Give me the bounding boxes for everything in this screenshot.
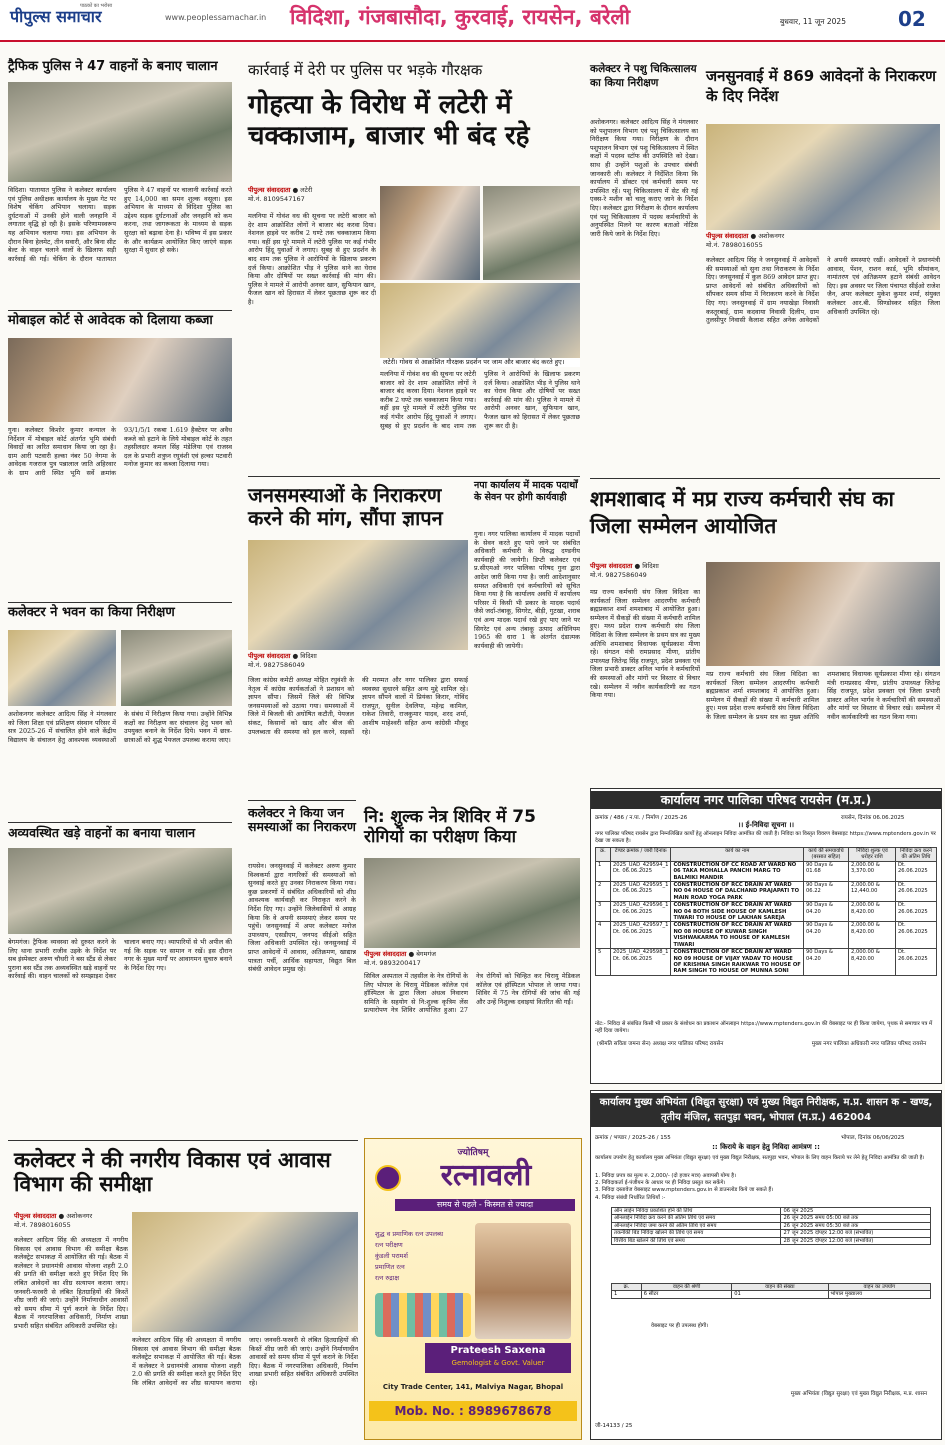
gems-strip bbox=[375, 1293, 471, 1337]
table-row bbox=[596, 902, 937, 922]
table-cell: 2025_UAD_429595_1 Dt. 06.06.2025 bbox=[611, 882, 671, 902]
header-cell: वाहन की श्रेणी bbox=[641, 1284, 731, 1291]
website-link[interactable]: www.peoplessamachar.in bbox=[165, 13, 267, 22]
ad-mobile[interactable]: Mob. No. : 8989678678 bbox=[369, 1401, 577, 1421]
tender-bhopal-sign: मुख्य अभियंता (विद्युत सुरक्षा) एवं मुख्य विद्युत निरीक्षक, म.प्र. शासन bbox=[790, 1391, 928, 1397]
byline-mobile: मो.नं. 9827586049 bbox=[248, 661, 305, 669]
masthead bbox=[0, 0, 945, 42]
tender-bhopal-ref-left: क्रमांक / भण्डार / 2025-26 / 155 bbox=[595, 1135, 671, 1141]
karmchari-byline: पीपुल्स संवाददाता ● विदिशा मो.नं. 9827586049 bbox=[590, 562, 659, 579]
gauraksha-photo-1 bbox=[380, 186, 480, 280]
table-cell: Dt. 26.06.2025 bbox=[896, 902, 937, 922]
byline-place: अशोकनगर bbox=[66, 1212, 93, 1220]
divider bbox=[8, 822, 232, 823]
tender-raisen bbox=[590, 788, 942, 1084]
nagariya-byline: पीपुल्स संवाददाता ● अशोकनगर मो.नं. 7898016055 bbox=[14, 1212, 93, 1229]
divider bbox=[8, 1140, 358, 1141]
table-cell: 4 bbox=[596, 922, 611, 949]
condition-item: 1. निविदा प्रपत्र का मूल्य रु. 2,000/- (दो हजार मात्र) अवापसी योग्य है। bbox=[595, 1173, 737, 1179]
region-title: विदिशा, गंजबासौदा, कुरवाई, रायसेन, बरेली bbox=[290, 5, 631, 29]
issue-date: बुधवार, 11 जून 2025 bbox=[780, 17, 846, 26]
byline-place: विदिशा bbox=[300, 652, 317, 660]
table-cell: 27 जून 2025 दोपहर 12:00 बजे (संभावित) bbox=[781, 1230, 931, 1237]
byline-mobile: मो.नं. 9827586049 bbox=[590, 571, 647, 579]
traffic-headline: ट्रैफिक पुलिस ने 47 वाहनों के बनाए चालान bbox=[8, 59, 218, 74]
table-cell: 01 bbox=[732, 1291, 828, 1298]
table-cell: ऑन लाईन निविदा प्रकाशित होने की तिथि bbox=[612, 1208, 781, 1215]
mobile-court-body: गुना। कलेक्टर किशोर कुमार कन्याल के निर्देशन में मोबाइल कोर्ट अंतर्गत भूमि संबंधी विवादों का त्वरित समाधान किया जा रहा है। ग्राम आरी पटवारी हल्का नंबर 50 नेगमा के आवेदक गजराज पुत्र पन्नालाल जाति अहिरवार के ग्राम आरी स्थित भूमि सर्वे क्रमांक 93/1/5/1 रकबा 1.619 हैक्टेयर पर अवैध कब्जे को हटाने के लिये मोबाइल कोर्ट के तहत तहसीलदार कमल सिंह मंडेलिया एवं राजस्व दल के प्रभारी शत्रुघ्न रघुवंशी एवं हल्का पटवारी मनोज कुमार का कब्जा दिलाया गया। bbox=[8, 426, 232, 477]
gem-logo-icon bbox=[375, 1165, 401, 1191]
gauraksha-photo-3 bbox=[380, 283, 580, 358]
tender-raisen-notice-title: ।। ई-निविदा सूचना ।। bbox=[737, 821, 795, 829]
tender-raisen-sign-left: (श्रीमति सविता जमना सेन) अध्यक्ष नगर पालिका परिषद रायसेन bbox=[596, 1041, 724, 1047]
napa-body: गुना। नगर पालिका कार्यालय में मादक पदार्थों के सेवन करते हुए पाये जाने पर संबंधित अधिकारी कर्मचारी के विरुद्ध दण्डनीय कार्यवाही की जायेगी। डिप्टी कलेक्टर एवं प्र.सीएमओ नगर पालिका परिषद गुना द्वारा आदेश जारी किया गया है। जारी आदेशानुसार समस्त अधिकारी एवं कर्मचारियों को सूचित किया गया है कि कार्यालय अवधि में कार्यालय परिसर में किसी भी प्रकार के मादक पदार्थ जैसे जर्दा-तंबाकू, सिगरेट, बीड़ी, गुटखा, शराब एवं अन्य मादक पदार्थ रखे हुए पाए जाने पर सिगरेट एवं अन्य तंबाकू उत्पाद अधिनियम 1965 की धारा 1 के अंतर्गत दंडात्मक कार्यवाही की जायेगी। bbox=[474, 530, 580, 650]
parking-body: बेगमगंज। ट्रैफिक व्यवस्था को दुरुस्त करने के लिए थाना प्रभारी राजीव उइके के निर्देश पर सब इंस्पेक्टर अरुण चौधरी ने बस स्टैंड से लेकर पुराना बस स्टैंड तक अव्यवस्थित खड़े वाहनों पर कार्रवाई की। वाहन चालकों को समझाइश देकर चालान बनाए गए। व्यापारियों से भी अपील की गई कि सड़क पर सामान न रखें। इस दौरान नगर के मुख्य मार्गों पर आवागमन सुचारु बनाने के निर्देश दिए गए। bbox=[8, 938, 232, 981]
table-cell: ऑनलाईन निविदा जमा करने की अंतिम तिथि एवं समय bbox=[612, 1222, 781, 1229]
table-cell: 06 जून 2025 bbox=[781, 1208, 931, 1215]
janta-headline: जनसमस्याओं के निराकरण करने की मांग, सौंपा ज्ञापन bbox=[248, 483, 443, 530]
logo-tagline: पाठकों का भरोसा bbox=[80, 3, 113, 9]
byline-mobile: मो.नं. 7898016055 bbox=[706, 241, 763, 249]
ad-slogan: समय से पहले - किस्मत से ज्यादा bbox=[395, 1199, 575, 1211]
janta-byline: पीपुल्स संवाददाता ● विदिशा मो.नं. 9827586049 bbox=[248, 652, 317, 669]
table-cell: 2025_UAD_429596_1 Dt. 06.06.2025 bbox=[611, 902, 671, 922]
table-cell: 2,000.00 & 8,420.00 bbox=[849, 922, 896, 949]
table-cell: 3 bbox=[596, 902, 611, 922]
ad-point: कुंडली परामर्श bbox=[375, 1252, 408, 1260]
byline-place: बेगमगंज bbox=[416, 950, 436, 958]
table-row bbox=[596, 922, 937, 949]
gauraksha-body: मलनिया में गोवंश वध की सूचना पर लटेरी बाजार को देर शाम आक्रोशित लोगों ने बाजार बंद करवा दिया। नेशनल हाइवे पर करीब 2 घण्टे तक चक्काजाम किया गया। वहीं इस पूरे मामले में लटेरी पुलिस पर कई गंभीर आरोप हिंदू युवाओं ने लगाए। सुबह से हुए प्रदर्शन के बाद शाम तक पुलिस ने आरोपियों के खिलाफ प्रकरण दर्ज किया। आक्रोशित भीड़ ने पुलिस थाने का घेराव किया और दोषियों पर सख्त कार्रवाई की मांग की। पुलिस ने मामले में आरोपी अनवर खान, सुफियान खान, फैजल खान को हिरासत में लेकर पूछताछ शुरू कर दी है। bbox=[248, 212, 376, 306]
table-row bbox=[612, 1208, 931, 1215]
gauraksha-body-cont: मलनिया में गोवंश वध की सूचना पर लटेरी बाजार को देर शाम आक्रोशित लोगों ने बाजार बंद करवा दिया। नेशनल हाइवे पर करीब 2 घण्टे तक चक्काजाम किया गया। वहीं इस पूरे मामले में लटेरी पुलिस पर कई गंभीर आरोप हिंदू युवाओं ने लगाए। सुबह से हुए प्रदर्शन के बाद शाम तक पुलिस ने आरोपियों के खिलाफ प्रकरण दर्ज किया। आक्रोशित भीड़ ने पुलिस थाने का घेराव किया और दोषियों पर सख्त कार्रवाई की मांग की। पुलिस ने मामले में आरोपी अनवर खान, सुफियान खान, फैजल खान को हिरासत में लेकर पूछताछ शुरू कर दी है। bbox=[380, 370, 580, 430]
table-cell: 2025_UAD_429598_1 Dt. 06.06.2025 bbox=[611, 949, 671, 976]
tender-raisen-intro: नगर पालिका परिषद रायसेन द्वारा निम्नलिखित कार्यों हेतु ऑनलाइन निविदा आमंत्रित की जाती है। निविदा का विस्तृत विवरण वेबसाइट https://www.mptenders.gov.in पर देखा जा सकता है। bbox=[595, 831, 936, 844]
jansunwai-byline: पीपुल्स संवाददाता ● अशोकनगर मो.नं. 7898016055 bbox=[706, 232, 785, 249]
table-row bbox=[612, 1237, 931, 1244]
tender-bhopal-intro: कार्यालय उपयोग हेतु कार्यालय मुख्य अभियंता (विद्युत सुरक्षा) एवं मुख्य विद्युत निरीक्षक, सतपुड़ा भवन, भोपाल के लिए वाहन किराये पर लेने हेतु निविदा आमंत्रित की जाती है। bbox=[595, 1155, 925, 1161]
tender-raisen-table bbox=[595, 847, 937, 976]
ad-address: City Trade Center, 141, Malviya Nagar, Bhopal bbox=[382, 1383, 564, 1391]
karmchari-headline: शमशाबाद में मप्र राज्य कर्मचारी संघ का जिला सम्मेलन आयोजित bbox=[590, 487, 894, 538]
table-cell: CONSTRUCTION OF CC ROAD AT WARD NO 06 TAKA MOHALLA PANCHI MARG TO BALMIKI MANDIR bbox=[671, 861, 804, 881]
karmchari-body: मप्र राज्य कर्मचारी संघ जिला विदिशा का कार्यकर्ता जिला सम्मेलन आदरणीय कर्मचारी ब्रह्मप्रकाश शर्मा शमशाबाद में आयोजित हुआ। सम्मेलन में सैकड़ों की संख्या में कर्मचारी शामिल हुए। मध्य प्रदेश राज्य कर्मचारी संघ जिला विदिशा के जिला सम्मेलन के प्रथम सत्र का मुख्य अतिथि शमशाबाद विधायक सूर्यप्रकाश मीणा रहे। संगठन मंत्री रामप्रसाद मीणा, प्रांतीय उपाध्यक्ष जितेन्द्र सिंह राजपूत, प्रदेश प्रवक्ता एवं जिला प्रभारी डाक्टर अनिल भार्गव ने कर्मचारियों की समस्याओं और मांगों पर विस्तार से विचार रखे। सम्मेलन में नवीन कार्यकारिणी का गठन किया गया। bbox=[590, 588, 700, 700]
header-cell: वाहन की संख्या bbox=[732, 1284, 828, 1291]
tender-raisen-ref-right: रायसेन, दिनांक 06.06.2025 bbox=[841, 815, 905, 821]
byline-name: पीपुल्स संवाददाता bbox=[364, 950, 407, 958]
table-cell: 28 जून 2025 दोपहर 12:00 बजे (संभावित) bbox=[781, 1237, 931, 1244]
table-cell: ऑनलाईन निविदा क्रय करने की अंतिम तिथि एवं समय bbox=[612, 1215, 781, 1222]
tender-raisen-title: कार्यालय नगर पालिका परिषद रायसेन (म.प्र.) bbox=[591, 791, 941, 809]
table-cell: 2,000.00 & 3,370.00 bbox=[849, 861, 896, 881]
table-row bbox=[596, 949, 937, 976]
eye-camp-byline: पीपुल्स संवाददाता ● बेगमगंज मो.नं. 9893200417 bbox=[364, 950, 436, 967]
traffic-photo bbox=[8, 82, 232, 182]
tender-bhopal-conditions bbox=[595, 1173, 937, 1202]
collector-building-photo-1 bbox=[8, 630, 116, 706]
divider bbox=[590, 478, 940, 479]
ad-name-box bbox=[425, 1343, 571, 1373]
byline-mobile: मो.नं. 8109547167 bbox=[248, 195, 305, 203]
table-cell: 26 जून 2025 समय 05:30 बजे तक bbox=[781, 1222, 931, 1229]
mobile-court-photo bbox=[8, 338, 232, 422]
table-cell: वित्तीय बिड खोलने की तिथि एवं समय bbox=[612, 1237, 781, 1244]
eye-camp-body: सिविल अस्पताल में तहसील के नेत्र रोगियों के लिए भोपाल के चिरायु मेडिकल कॉलेज एवं हॉस्पिटल के द्वारा जिला अंधत्व निवारण समिति के सहयोग से नि:शुल्क कृत्रिम लेंस प्रत्यारोपण नेत्र शिविर आयोजित हुआ। 27 नेत्र रोगियों को चिन्हित कर चिरायु मेडिकल कॉलेज एवं हॉस्पिटल भोपाल ले जाया गया। शिविर में 75 नेत्र रोगियों की जांच की गई और उन्हें निशुल्क दवाइयां वितरित की गईं। bbox=[364, 972, 580, 1015]
table-cell: 1 bbox=[612, 1291, 642, 1298]
byline-name: पीपुल्स संवाददाता bbox=[706, 232, 749, 240]
ad-brand: रत्नावली bbox=[440, 1158, 532, 1193]
karmchari-photo bbox=[706, 562, 940, 666]
table-cell: 90 Days & 04.20 bbox=[804, 949, 849, 976]
tender-raisen-note: नोट:- निविदा से संबंधित किसी भी प्रकार के संशोधन का प्रकाशन ऑनलाइन https://www.mptenders.gov.in की वेबसाइट पर ही किया जायेगा, पृथक से समाचार पत्र में नहीं दिया जायेगा। bbox=[595, 1021, 933, 1034]
gauraksha-photo-2 bbox=[483, 186, 580, 280]
eye-camp-photo bbox=[364, 858, 580, 948]
header-cell: कार्य की समयावधि (बरसात सहित) bbox=[804, 848, 849, 862]
byline-name: पीपुल्स संवाददाता bbox=[590, 562, 633, 570]
ad-points bbox=[375, 1229, 473, 1284]
divider bbox=[248, 476, 580, 477]
table-cell: 5 bbox=[596, 949, 611, 976]
tender-bhopal bbox=[590, 1090, 942, 1440]
table-row bbox=[596, 882, 937, 902]
table-cell: 26 जून 2025 समय 05:00 बजे तक bbox=[781, 1215, 931, 1222]
byline-place: लटेरी bbox=[300, 186, 313, 194]
nagariya-headline: कलेक्टर ने की नगरीय विकास एवं आवास विभाग की समीक्षा bbox=[14, 1148, 331, 1197]
traffic-body: विदिशा। यातायात पुलिस ने कलेक्टर कार्यालय एवं पुलिस अधीक्षक कार्यालय के मुख्य गेट पर विशेष चेकिंग अभियान चलाया। सड़क दुर्घटनाओं में उनकी होने वाली जनहानि में लगातार वृद्धि हो रही है। इसके परिणामस्वरूप यह अभियान चलाया गया। इस अभियान के दौरान बिना हेलमेट, तीन सवारी, और बिना सीट बेल्ट के वाहन चलाने वालों के खिलाफ सड़ी कार्रवाई की गई। चेकिंग के दौरान यातायात पुलिस ने 47 वाहनों पर चालानी कार्रवाई करते हुए 14,000 का समन शुल्क वसूला। इस अभियान के माध्यम से विदिशा पुलिस का उद्देश्य सड़क दुर्घटनाओं और जनहानि को कम करना, तथा जागरूकता के माध्यम से सड़क सुरक्षा को बढ़ावा देना है। भविष्य में इस प्रकार के और कार्यक्रम आयोजित किए जाएंगे सड़क सुरक्षा में सुधार हो सके। bbox=[8, 186, 232, 263]
condition-item: 4. निविदा संबंधी निर्धारित तिथियाँ :- bbox=[595, 1194, 666, 1201]
table-cell: 2025_UAD_429594_1 Dt. 06.06.2025 bbox=[611, 861, 671, 881]
mobile-court-headline: मोबाइल कोर्ट से आवेदक को दिलाया कब्जा bbox=[8, 313, 213, 328]
logo[interactable] bbox=[10, 3, 160, 28]
tender-bhopal-title: कार्यालय मुख्य अभियंता (विद्युत सुरक्षा) एवं मुख्य विद्युत निरीक्षक, म.प्र. शासन क - खण्ड, तृतीय मंजिल, सतपुड़ा भवन, भोपाल (म.प्र.) 462004 bbox=[591, 1093, 941, 1127]
animal-headline: कलेक्टर ने पशु चिकित्सालय का किया निरीक्षण bbox=[590, 63, 697, 90]
janta-photo bbox=[248, 540, 468, 650]
table-header-row bbox=[596, 848, 937, 862]
table-cell: Dt. 26.06.2025 bbox=[896, 949, 937, 976]
nagariya-photo bbox=[132, 1212, 358, 1332]
ad-point: प्रमाणित रत्न bbox=[375, 1263, 405, 1271]
table-cell: Dt. 26.06.2025 bbox=[896, 861, 937, 881]
gauraksha-kicker: कार्रवाई में देरी पर पुलिस पर भड़के गौरक्षक bbox=[248, 61, 483, 79]
table-cell: 2,000.00 & 8,420.00 bbox=[849, 949, 896, 976]
header-cell: टेण्डर क्रमांक / जारी दिनांक bbox=[611, 848, 671, 862]
table-row bbox=[596, 861, 937, 881]
byline-name: पीपुल्स संवाददाता bbox=[248, 652, 291, 660]
condition-item: 3. निविदा दस्तावेज वेबसाइट www.mptenders.gov.in से डाउनलोड किये जा सकते हैं। bbox=[595, 1187, 774, 1194]
table-header-row bbox=[612, 1284, 931, 1291]
ad-point: रत्न परीक्षण bbox=[375, 1241, 403, 1249]
table-cell: 2,000.00 & 12,440.00 bbox=[849, 882, 896, 902]
collector-building-body: अशोकनगर कलेक्टर आदित्य सिंह ने मंगलवार को जिला शिक्षा एवं प्रशिक्षण संस्थान परिसर में सत्र 2025-26 में संचालित होने वाले केंद्रीय विद्यालय के संचालन हेतु आवश्यक व्यवस्थाओं के संबंध में निरीक्षण किया गया। उन्होंने विभिन्न कक्षों का निरीक्षण कर संचालन हेतु भवन को उपयुक्त बनाने के निर्देश दिये। भवन में छात्र-छात्राओं को शुद्ध पेयजल उपलब्ध कराया जाए। bbox=[8, 710, 232, 744]
collector-jan-body: रायसेन। जनसुनवाई में कलेक्टर अरुण कुमार विश्वकर्मा द्वारा नागरिकों की समस्याओं को सुनवाई करते हुए उनका निराकरण किया गया। कुछ प्रकरणों में संबंधित अधिकारियों को शीघ्र आवश्यक कार्यवाही कर निराकृत करने के निर्देश दिए गए। उन्होंने जिलेवासियों से आग्रह किया कि वे अपनी समस्याएं लेकर समय पर पहुंचें। जनसुनवाई में अपर कलेक्टर मनोज उपाध्याय, एसडीएम, जनपद सीईओ सहित जिला अधिकारी उपस्थित रहे। जनसुनवाई में प्राप्त आवेदनों में आवास, अतिक्रमण, खाद्यान्न पात्रता पर्ची, आर्थिक सहायता, विद्युत बिल संबंधी आवेदन प्रमुख रहे। bbox=[248, 862, 356, 974]
divider bbox=[248, 800, 356, 801]
jansunwai-headline: जनसुनवाई में 869 आवेदनों के निराकरण के दिए निर्देश bbox=[706, 67, 936, 106]
header-cell: निविदा क्रय करने की अंतिम तिथि bbox=[896, 848, 937, 862]
tender-bhopal-footer-note: वेबसाइट पर ही उपलब्ध होगी। bbox=[651, 1323, 709, 1329]
table-row bbox=[612, 1291, 931, 1298]
table-cell: 1 bbox=[596, 861, 611, 881]
header-cell: कार्य का नाम bbox=[671, 848, 804, 862]
jansunwai-body: कलेक्टर आदित्य सिंह ने जनसुनवाई में आवेदकों की समस्याओं को सुना तथा निराकरण के निर्देश दिए। जनसुनवाई में कुल 869 आवेदन प्राप्त हुए। प्राप्त आवेदनों को संबंधित अधिकारियों को सौंपकर समय सीमा में निराकरण करने के निर्देश दिए गए। जनसुनवाई में ग्राम नयाखेड़ा निवासी कस्तूरबाई, ग्राम कदवाया निवासी दिलीप, ग्राम तुलसीपुर निवासी कैलाश सहित अनेक आवेदकों ने अपनी समस्याएं रखीं। आवेदकों ने प्रधानमंत्री आवास, पेंशन, राशन कार्ड, भूमि सीमांकन, नामांतरण एवं अतिक्रमण हटाने संबंधी आवेदन दिए। इस अवसर पर जिला पंचायत सीईओ राजेश जैन, अपर कलेक्टर मुकेश कुमार शर्मा, संयुक्त कलेक्टर आर.बी. सिण्डोस्कर सहित जिला अधिकारी उपस्थित रहे। bbox=[706, 256, 940, 325]
header-cell: क्र. bbox=[596, 848, 611, 862]
animal-body: अशोकनगर। कलेक्टर आदित्य सिंह ने मंगलवार को पशुपालन विभाग एवं पशु चिकित्सालय का निरीक्षण किया गया। निरीक्षण के दौरान पशुपालन विभाग एवं पशु चिकित्सालय में स्थित कक्षों में पदस्थ स्टॉफ की उपस्थिति को देखा। साथ ही उन्होंने पशुओं के उपचार संबंधी जानकारी ली। कलेक्टर ने निर्देशित किया कि कार्यालय में डॉक्टर एवं कर्मचारी समय पर उपस्थित रहें। पशु चिकित्सालय में सेट की गई एक्स-रे मशीन को चालू कराए जाने के निर्देश दिए। कलेक्टर द्वारा निरीक्षण के दौरान कार्यालय एवं पशु चिकित्सालय में पदस्थ कर्मचारियों के अनुपस्थित मिलने पर कारण बताओ नोटिस जारी किये जाने के निर्देश दिए। bbox=[590, 118, 698, 238]
table-cell: 90 Days & 04.20 bbox=[804, 922, 849, 949]
tender-bhopal-vehicle-table bbox=[611, 1283, 931, 1299]
janta-body: जिला कांग्रेस कमेटी अध्यक्ष मोहित रघुवंशी के नेतृत्व में कांग्रेस कार्यकर्ताओं ने प्रशासन को ज्ञापन सौंपा। जिसमें जिले की विभिन्न जनसमस्याओं को उठाया गया। समस्याओं में जिले में बिजली की अघोषित कटौती, पेयजल संकट, किसानों को खाद और बीज की उपलब्धता की समस्या को हल करने, सड़कों की मरम्मत और नगर पालिका द्वारा सफाई व्यवस्था सुधारने सहित अन्य मुद्दे शामिल रहे। ज्ञापन सौंपने वालों में प्रियंका किरार, गोविंद राजपूत, सुनील देवलिया, महेन्द्र कामिल, राकेश तिवारी, राजकुमार यादव, शरद शर्मा, आशीष माहेश्वरी सहित अन्य कांग्रेसी मौजूद रहे। bbox=[248, 676, 468, 736]
condition-item: 2. निविदाकर्ता ई-पंजीयन के आधार पर ही निविदा प्रस्तुत कर सकेंगे। bbox=[595, 1180, 726, 1187]
gauraksha-headline: गोहत्या के विरोध में लटेरी में चक्काजाम, बाजार भी बंद रहे bbox=[248, 90, 530, 152]
table-cell: 2 bbox=[596, 882, 611, 902]
table-cell: CONSTRUCTION OF RCC DRAIN AT WARD NO 08 HOUSE OF KUWAR SINGH VISHWAKARMA TO HOUSE OF KAMLESH TIWARI bbox=[671, 922, 804, 949]
collector-jan-headline: कलेक्टर ने किया जन समस्याओं का निराकरण bbox=[248, 805, 356, 835]
eye-camp-headline: नि: शुल्क नेत्र शिविर में 75 रोगियों का परीक्षण किया bbox=[364, 807, 536, 847]
nagariya-body-cont: कलेक्टर आदित्य सिंह की अध्यक्षता में नगरीय विकास एवं आवास विभाग की समीक्षा बैठक कलेक्ट्रेट सभाकक्ष में आयोजित की गई। बैठक में कलेक्टर ने प्रधानमंत्री आवास योजना शहरी 2.0 की प्रगति की समीक्षा करते हुए निर्देश दिए कि लंबित आवेदनों का शीघ्र सत्यापन कराया जाए। जनवरी-फरवरी से लंबित हितग्राहियों की किस्तें शीघ्र जारी की जाएं। उन्होंने निर्माणाधीन आवासों को समय सीमा में पूर्ण कराने के निर्देश दिए। बैठक में नगरपालिका अधिकारी, निर्माण शाखा प्रभारी सहित संबंधित अधिकारी उपस्थित रहे। bbox=[132, 1336, 358, 1387]
byline-name: पीपुल्स संवाददाता bbox=[248, 186, 291, 194]
header-cell: वाहन का उपयोग bbox=[828, 1284, 930, 1291]
parking-headline: अव्यवस्थित खड़े वाहनों का बनाया चालान bbox=[8, 825, 196, 840]
header-cell: निविदा शुल्क एवं धरोहर राशि bbox=[849, 848, 896, 862]
table-cell: Dt. 26.06.2025 bbox=[896, 882, 937, 902]
tender-raisen-sign-right: मुख्य नगर पालिका अधिकारी नगर पालिका परिषद रायसेन bbox=[811, 1041, 927, 1047]
gauraksha-caption: लटेरी। गोवध से आक्रोशित गौरक्षक प्रदर्शन पर जाम और बाजार बंद करते हुए। bbox=[380, 358, 580, 367]
ad-point: रत्न रुद्राक्ष bbox=[375, 1274, 400, 1282]
collector-building-photo-2 bbox=[121, 630, 232, 706]
table-cell: 2,000.00 & 8,420.00 bbox=[849, 902, 896, 922]
gauraksha-byline: पीपुल्स संवाददाता ● लटेरी मो.नं. 8109547167 bbox=[248, 186, 313, 203]
byline-name: पीपुल्स संवाददाता bbox=[14, 1212, 57, 1220]
table-cell: Dt. 26.06.2025 bbox=[896, 922, 937, 949]
jansunwai-photo bbox=[706, 124, 940, 230]
table-cell: तकनीकी बिड निविदा खोलने की तिथि एवं समय bbox=[612, 1230, 781, 1237]
ad-person-name: Prateesh Saxena bbox=[450, 1345, 546, 1356]
table-cell: 2025_UAD_429597_1 Dt. 06.06.2025 bbox=[611, 922, 671, 949]
table-cell: 90 Days & 01.68 bbox=[804, 861, 849, 881]
byline-place: अशोकनगर bbox=[758, 232, 785, 240]
tender-bhopal-ref-right: भोपाल, दिनांक 06/06/2025 bbox=[841, 1135, 905, 1141]
tender-raisen-ref-left: क्रमांक / 486 / न.पा. / निर्माण / 2025-26 bbox=[595, 815, 688, 821]
byline-place: विदिशा bbox=[642, 562, 659, 570]
table-cell: CONSTRUCTION OF RCC DRAIN AT WARD NO 04 BOTH SIDE HOUSE OF KAMLESH TIWARI TO HOUSE OF LAKHAN SAREJA bbox=[671, 902, 804, 922]
table-cell: CONSTRUCTION OF RCC DRAIN AT WARD NO 09 HOUSE OF VIJAY YADAV TO HOUSE OF KRISHNA SINGH RAIKWAR TO HOUSE OF RAM SINGH TO HOUSE OF MUNNA SONI bbox=[671, 949, 804, 976]
ad-point: शुद्ध व प्रमाणिक रत्न उपलब्ध bbox=[375, 1230, 444, 1238]
ad-designation: Gemologist & Govt. Valuer bbox=[451, 1359, 545, 1367]
table-cell: भोपाल मुख्यालय bbox=[828, 1291, 930, 1298]
divider bbox=[8, 310, 232, 311]
table-cell: CONSTRUCTION OF RCC DRAIN AT WARD NO 04 HOUSE OF DALCHAND PRAJAPATI TO MAIN ROAD YOGA PARK bbox=[671, 882, 804, 902]
napa-headline: नपा कार्यालय में मादक पदार्थों के सेवन पर होगी कार्यवाही bbox=[474, 480, 578, 504]
nagariya-body: कलेक्टर आदित्य सिंह की अध्यक्षता में नगरीय विकास एवं आवास विभाग की समीक्षा बैठक कलेक्ट्रेट सभाकक्ष में आयोजित की गई। बैठक में कलेक्टर ने प्रधानमंत्री आवास योजना शहरी 2.0 की प्रगति की समीक्षा करते हुए निर्देश दिए कि लंबित आवेदनों का शीघ्र सत्यापन कराया जाए। जनवरी-फरवरी से लंबित हितग्राहियों की किस्तें शीघ्र जारी की जाएं। उन्होंने निर्माणाधीन आवासों को समय सीमा में पूर्ण कराने के निर्देश दिए। बैठक में नगरपालिका अधिकारी, निर्माण शाखा प्रभारी सहित संबंधित अधिकारी उपस्थित रहे। bbox=[14, 1236, 128, 1330]
byline-mobile: मो.नं. 9893200417 bbox=[364, 959, 421, 967]
table-row bbox=[612, 1222, 931, 1229]
table-cell: 90 Days & 04.20 bbox=[804, 902, 849, 922]
tender-bhopal-schedule bbox=[611, 1207, 931, 1245]
tender-bhopal-footer-ref: जी-14133 / 25 bbox=[595, 1423, 633, 1429]
logo-text: पीपुल्स समाचार bbox=[10, 7, 102, 26]
table-cell: 6 सीटर bbox=[641, 1291, 731, 1298]
tender-bhopal-notice-title: :: किराये के वाहन हेतु निविदा आमंत्रण :: bbox=[712, 1143, 820, 1151]
byline-mobile: मो.नं. 7898016055 bbox=[14, 1221, 71, 1229]
table-cell: 90 Days & 06.22 bbox=[804, 882, 849, 902]
page-number: 02 bbox=[898, 7, 926, 31]
table-row bbox=[612, 1215, 931, 1222]
ratnawali-ad[interactable] bbox=[364, 1138, 582, 1440]
collector-building-headline: कलेक्टर ने भवन का किया निरीक्षण bbox=[8, 605, 175, 620]
parking-photo bbox=[8, 848, 232, 934]
karmchari-body-cont: मप्र राज्य कर्मचारी संघ जिला विदिशा का कार्यकर्ता जिला सम्मेलन आदरणीय कर्मचारी ब्रह्मप्रकाश शर्मा शमशाबाद में आयोजित हुआ। सम्मेलन में सैकड़ों की संख्या में कर्मचारी शामिल हुए। मध्य प्रदेश राज्य कर्मचारी संघ जिला विदिशा के जिला सम्मेलन के प्रथम सत्र का मुख्य अतिथि शमशाबाद विधायक सूर्यप्रकाश मीणा रहे। संगठन मंत्री रामप्रसाद मीणा, प्रांतीय उपाध्यक्ष जितेन्द्र सिंह राजपूत, प्रदेश प्रवक्ता एवं जिला प्रभारी डाक्टर अनिल भार्गव ने कर्मचारियों की समस्याओं और मांगों पर विस्तार से विचार रखे। सम्मेलन में नवीन कार्यकारिणी का गठन किया गया। bbox=[706, 670, 940, 721]
divider bbox=[8, 602, 232, 603]
table-row bbox=[612, 1230, 931, 1237]
ad-person-photo bbox=[475, 1223, 571, 1339]
ad-small-title: ज्योतिषम् bbox=[457, 1148, 489, 1158]
header-cell: क्र. bbox=[612, 1284, 642, 1291]
